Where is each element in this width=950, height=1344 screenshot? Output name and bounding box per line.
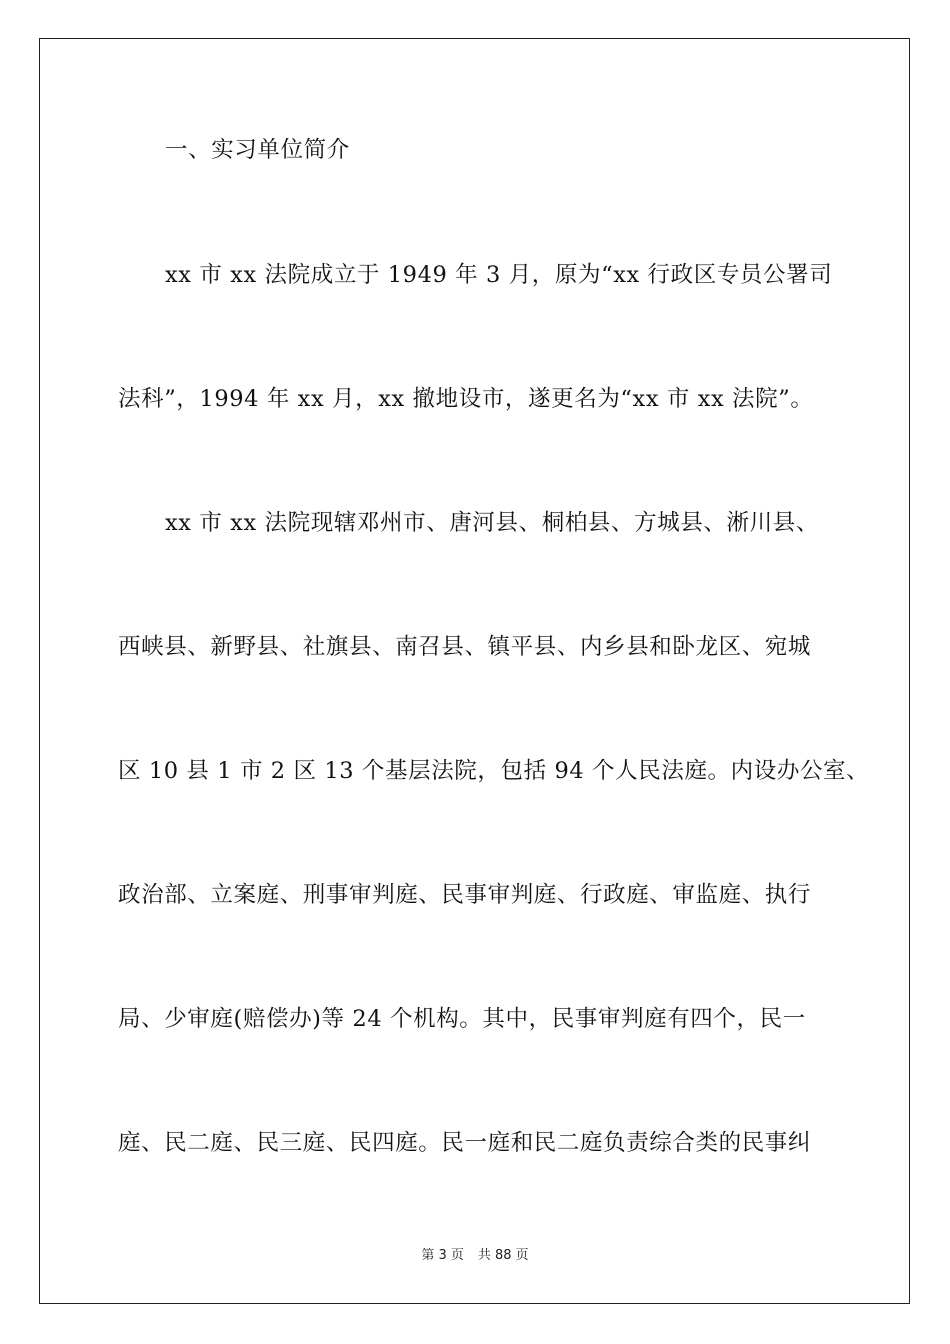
section-heading: 一、实习单位简介 xyxy=(165,137,350,163)
paragraph-line: 法科”，1994 年 xx 月，xx 撤地设市，遂更名为“xx 市 xx 法院”。 xyxy=(118,386,814,412)
paragraph-line: xx 市 xx 法院成立于 1949 年 3 月，原为“xx 行政区专员公署司 xyxy=(165,262,833,288)
paragraph-line: 庭、民二庭、民三庭、民四庭。民一庭和民二庭负责综合类的民事纠 xyxy=(118,1130,812,1156)
paragraph-line: xx 市 xx 法院现辖邓州市、唐河县、桐柏县、方城县、淅川县、 xyxy=(165,510,819,536)
paragraph-line: 西峡县、新野县、社旗县、南召县、镇平县、内乡县和卧龙区、宛城 xyxy=(118,634,812,660)
page-border xyxy=(39,38,910,1304)
page-footer xyxy=(0,1247,950,1265)
paragraph-line: 政治部、立案庭、刑事审判庭、民事审判庭、行政庭、审监庭、执行 xyxy=(118,882,812,908)
page-total: 共 88 页 xyxy=(477,1248,529,1263)
paragraph-line: 局、少审庭(赔偿办)等 24 个机构。其中，民事审判庭有四个，民一 xyxy=(118,1006,806,1032)
page-number: 第 3 页 xyxy=(421,1248,464,1263)
paragraph-line: 区 10 县 1 市 2 区 13 个基层法院，包括 94 个人民法庭。内设办公室、 xyxy=(118,758,870,784)
